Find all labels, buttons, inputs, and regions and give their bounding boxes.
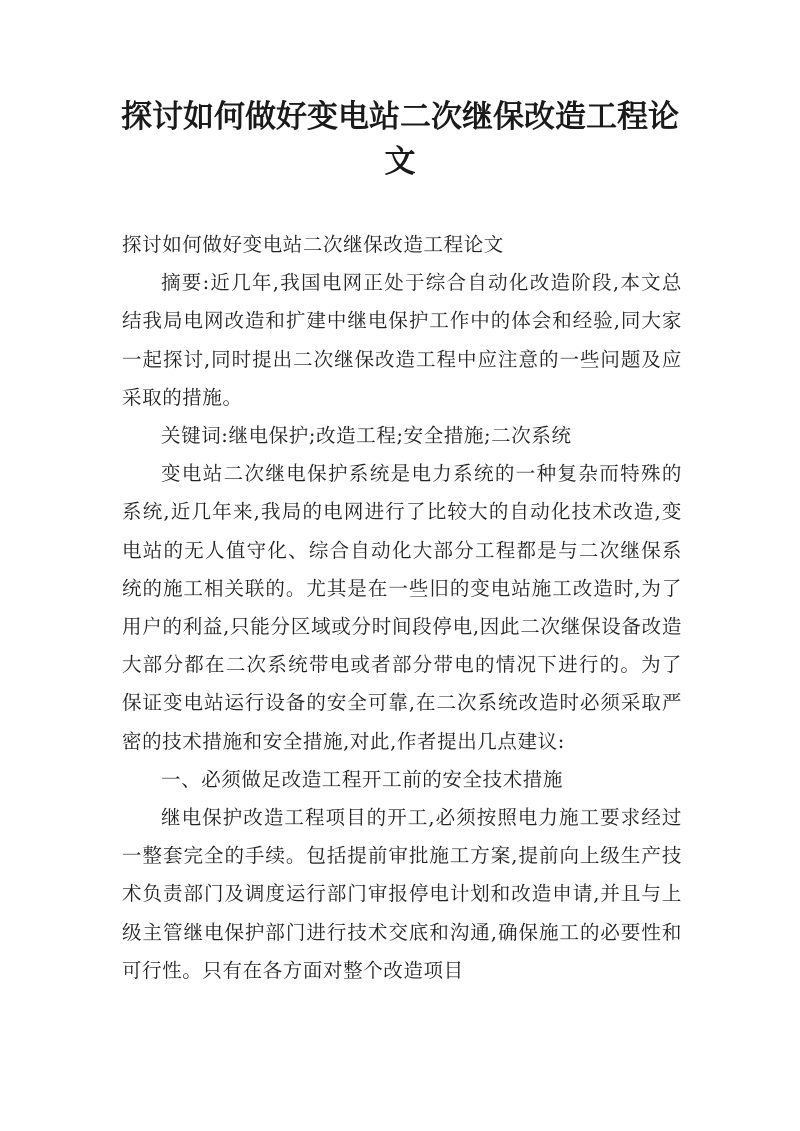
document-title xyxy=(0,95,800,185)
document-body xyxy=(122,226,682,990)
title-line-1: 探讨如何做好变电站二次继保改造工程论 xyxy=(121,99,679,135)
intro-paragraph: 变电站二次继电保护系统是电力系统的一种复杂而特殊的系统,近几年来,我局的电网进行了比较大的自动化技术改造,变电站的无人值守化、综合自动化大部分工程都是与二次继保系统的施工相关联的。尤其是在一些旧的变电站施工改造时,为了用户的利益,只能分区域或分时间段停电,因此二次继保设备改造大部分都在二次系统带电或者部分带电的情况下进行的。为了保证变电站运行设备的安全可靠,在二次系统改造时必须采取严密的技术措施和安全措施,对此,作者提出几点建议: xyxy=(122,462,682,753)
title-line-2: 文 xyxy=(384,144,416,180)
subtitle-paragraph: 探讨如何做好变电站二次继保改造工程论文 xyxy=(122,233,504,256)
section-1-paragraph: 继电保护改造工程项目的开工,必须按照电力施工要求经过一整套完全的手续。包括提前审批施工方案,提前向上级生产技术负责部门及调度运行部门审报停电计划和改造申请,并且与上级主管继电保护部门进行技术交底和沟通,确保施工的必要性和可行性。只有在各方面对整个改造项目 xyxy=(122,806,682,982)
section-heading-1: 一、必须做足改造工程开工前的安全技术措施 xyxy=(161,767,564,791)
keywords-paragraph: 关键词:继电保护;改造工程;安全措施;二次系统 xyxy=(161,424,572,448)
abstract-paragraph: 摘要:近几年,我国电网正处于综合自动化改造阶段,本文总结我局电网改造和扩建中继电保护工作中的体会和经验,同大家一起探讨,同时提出二次继保改造工程中应注意的一些问题及应采取的措施。 xyxy=(122,271,682,409)
